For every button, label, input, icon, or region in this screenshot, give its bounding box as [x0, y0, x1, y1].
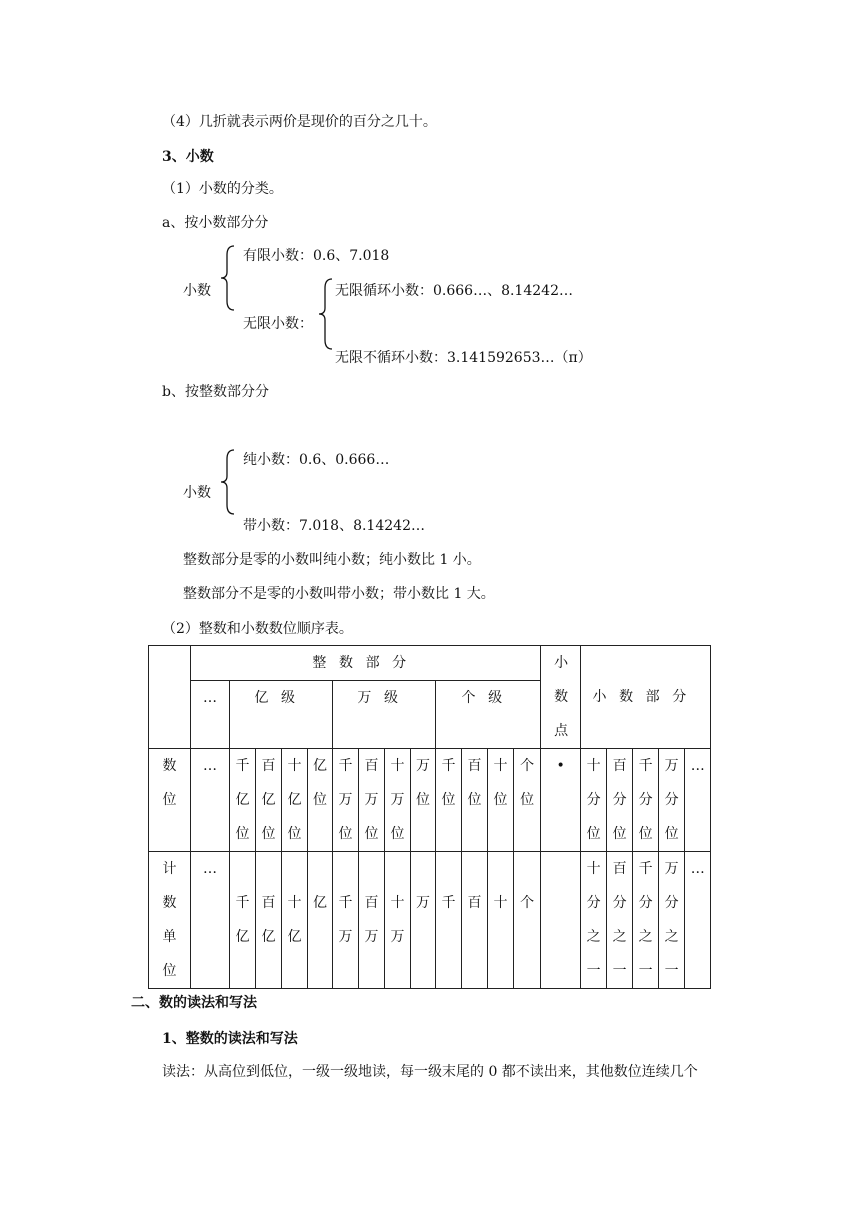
- unit-cell: 十万: [385, 852, 411, 989]
- header-decimal-point: 小数点: [541, 646, 581, 749]
- text-pure-definition: 整数部分是零的小数叫纯小数；纯小数比 1 小。: [183, 552, 481, 568]
- decimal-unit-cell: 十分之一: [581, 852, 607, 989]
- label-decimal-a: 小数: [183, 283, 211, 299]
- unit-cell: 十亿: [282, 852, 308, 989]
- text-by-decimal-part: a、按小数部分分: [162, 215, 269, 231]
- decimal-place-cell: 万分位: [659, 749, 685, 852]
- unit-cell: 千亿: [230, 852, 256, 989]
- header-decimal-part: [581, 646, 711, 749]
- digit-place-cell: 百亿位: [256, 749, 282, 852]
- cell-decimal-point: •: [541, 749, 581, 852]
- text-pure-decimal: 纯小数：0.6、0.666…: [243, 452, 390, 468]
- text-place-table-caption: （2）整数和小数数位顺序表。: [162, 621, 353, 637]
- text-infinite-decimal: 无限小数：: [243, 316, 313, 332]
- row-label-counting-unit: 计数单位: [149, 852, 191, 989]
- text-reading-rule: 读法：从高位到低位，一级一级地读，每一级末尾的 0 都不读出来，其他数位连续几个: [162, 1064, 698, 1080]
- text-finite-decimal: 有限小数：0.6、7.018: [243, 248, 390, 264]
- digit-place-cell: 十万位: [385, 749, 411, 852]
- text-nonrepeating-decimal: 无限不循环小数：3.141592653…（π）: [335, 350, 592, 366]
- heading-integer-reading: 1、整数的读法和写法: [162, 1031, 298, 1047]
- digit-place-cell: 百万位: [359, 749, 385, 852]
- cell-empty: [541, 852, 581, 989]
- digit-place-cell: 千位: [436, 749, 462, 852]
- heading-decimals: 3、小数: [162, 149, 214, 165]
- unit-cell: 千万: [333, 852, 359, 989]
- header-integer-part-label: 整数部分: [312, 655, 419, 671]
- digit-place-cell: 万位: [411, 749, 436, 852]
- header-level-wan: [333, 681, 436, 749]
- place-value-table: [148, 645, 711, 989]
- decimal-unit-cell: 万分之一: [659, 852, 685, 989]
- level-ge-label: 个级: [461, 690, 515, 706]
- text-mixed-decimal: 带小数：7.018、8.14242…: [243, 518, 425, 534]
- heading-reading-writing: 二、数的读法和写法: [131, 995, 257, 1011]
- cell-ellipsis: …: [191, 749, 230, 852]
- text-mixed-definition: 整数部分不是零的小数叫带小数；带小数比 1 大。: [183, 586, 495, 602]
- header-level-yi: [230, 681, 333, 749]
- decimal-unit-cell: 千分之一: [633, 852, 659, 989]
- level-wan-label: 万级: [357, 690, 411, 706]
- digit-place-cell: 十位: [488, 749, 514, 852]
- unit-cell: 百: [462, 852, 488, 989]
- digit-place-cell: 千亿位: [230, 749, 256, 852]
- unit-cell: 个: [514, 852, 541, 989]
- digit-place-cell: 十亿位: [282, 749, 308, 852]
- text-classification: （1）小数的分类。: [162, 181, 283, 197]
- unit-cell: 百亿: [256, 852, 282, 989]
- unit-cell: 万: [411, 852, 436, 989]
- unit-cell: 十: [488, 852, 514, 989]
- brace-b: [218, 449, 238, 515]
- cell-ellipsis: …: [191, 852, 230, 989]
- text-line-4: （4）几折就表示两价是现价的百分之几十。: [162, 114, 437, 130]
- cell-ellipsis: …: [685, 852, 711, 989]
- table-corner-cell: [149, 646, 191, 749]
- unit-cell: 千: [436, 852, 462, 989]
- row-label-digit-place: 数位: [149, 749, 191, 852]
- digit-place-cell: 个位: [514, 749, 541, 852]
- header-level-ge: [436, 681, 541, 749]
- digit-place-cell: 千万位: [333, 749, 359, 852]
- header-integer-part: [191, 646, 541, 681]
- unit-cell: 亿: [308, 852, 333, 989]
- digit-place-cell: 百位: [462, 749, 488, 852]
- cell-ellipsis: …: [685, 749, 711, 852]
- header-ellipsis: …: [191, 681, 230, 749]
- brace-infinite: [316, 278, 336, 350]
- digit-place-cell: 亿位: [308, 749, 333, 852]
- decimal-place-cell: 千分位: [633, 749, 659, 852]
- header-decimal-part-label: 小数部分: [592, 689, 699, 705]
- text-by-integer-part: b、按整数部分分: [162, 384, 269, 400]
- brace-a: [218, 245, 238, 311]
- decimal-place-cell: 十分位: [581, 749, 607, 852]
- text-repeating-decimal: 无限循环小数：0.666…、8.14242…: [335, 283, 573, 299]
- decimal-place-cell: 百分位: [607, 749, 633, 852]
- unit-cell: 百万: [359, 852, 385, 989]
- label-decimal-b: 小数: [183, 485, 211, 501]
- decimal-unit-cell: 百分之一: [607, 852, 633, 989]
- level-yi-label: 亿级: [254, 690, 308, 706]
